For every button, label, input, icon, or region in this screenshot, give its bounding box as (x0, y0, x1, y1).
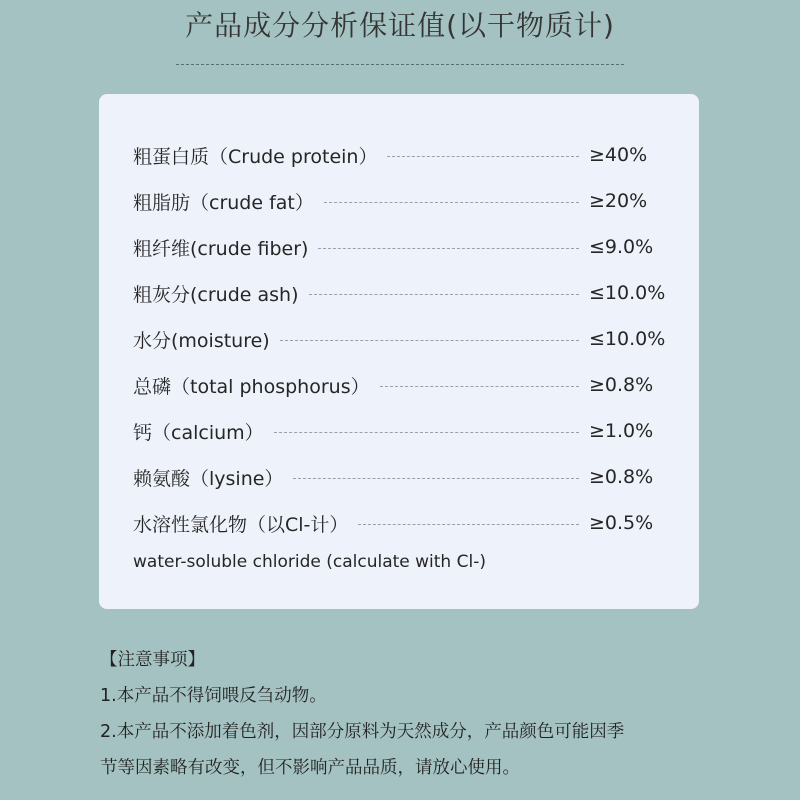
row-value: ≥1.0% (589, 420, 654, 442)
row-value: ≤10.0% (589, 282, 666, 304)
dotted-leader (309, 294, 580, 295)
precautions-section (100, 642, 740, 786)
row-label: 赖氨酸（lysine） (133, 467, 284, 490)
dotted-leader (380, 386, 579, 387)
dotted-leader (274, 432, 579, 433)
row-value: ≥0.5% (589, 512, 654, 534)
precaution-item: 1.本产品不得饲喂反刍动物。 (100, 686, 327, 706)
analysis-row-water-soluble-chloride (133, 500, 673, 546)
analysis-list (133, 132, 673, 546)
precaution-item-continued: 节等因素略有改变，但不影响产品品质，请放心使用。 (100, 758, 520, 778)
row-value: ≥0.8% (589, 374, 654, 396)
title-divider (176, 64, 624, 65)
analysis-row-crude-fiber (133, 224, 673, 270)
row-value: ≤10.0% (589, 328, 666, 350)
dotted-leader (387, 156, 579, 157)
analysis-row-lysine (133, 454, 673, 500)
row-label: 粗灰分(crude ash) (133, 283, 299, 306)
chloride-subnote: water-soluble chloride (calculate with Cl-) (133, 552, 486, 572)
precautions-heading: 【注意事项】 (100, 650, 205, 670)
dotted-leader (358, 524, 579, 525)
row-value: ≥0.8% (589, 466, 654, 488)
row-value: ≥40% (589, 144, 648, 166)
dotted-leader (318, 248, 579, 249)
analysis-row-moisture (133, 316, 673, 362)
precaution-item: 2.本产品不添加着色剂，因部分原料为天然成分，产品颜色可能因季 (100, 722, 625, 742)
dotted-leader (280, 340, 579, 341)
row-label: 水溶性氯化物（以Cl-计） (133, 513, 349, 536)
analysis-row-calcium (133, 408, 673, 454)
row-label: 粗蛋白质（Crude protein） (133, 145, 378, 168)
analysis-card (99, 94, 699, 609)
row-value: ≥20% (589, 190, 648, 212)
row-value: ≤9.0% (589, 236, 654, 258)
dotted-leader (293, 478, 579, 479)
analysis-row-total-phosphorus (133, 362, 673, 408)
row-label: 水分(moisture) (133, 329, 270, 352)
analysis-row-crude-fat (133, 178, 673, 224)
analysis-row-crude-protein (133, 132, 673, 178)
row-label: 粗纤维(crude fiber) (133, 237, 309, 260)
row-label: 总磷（total phosphorus） (133, 375, 370, 398)
dotted-leader (324, 202, 579, 203)
row-label: 粗脂肪（crude fat） (133, 191, 314, 214)
page-title: 产品成分分析保证值(以干物质计) (185, 9, 615, 42)
analysis-row-crude-ash (133, 270, 673, 316)
row-label: 钙（calcium） (133, 421, 264, 444)
